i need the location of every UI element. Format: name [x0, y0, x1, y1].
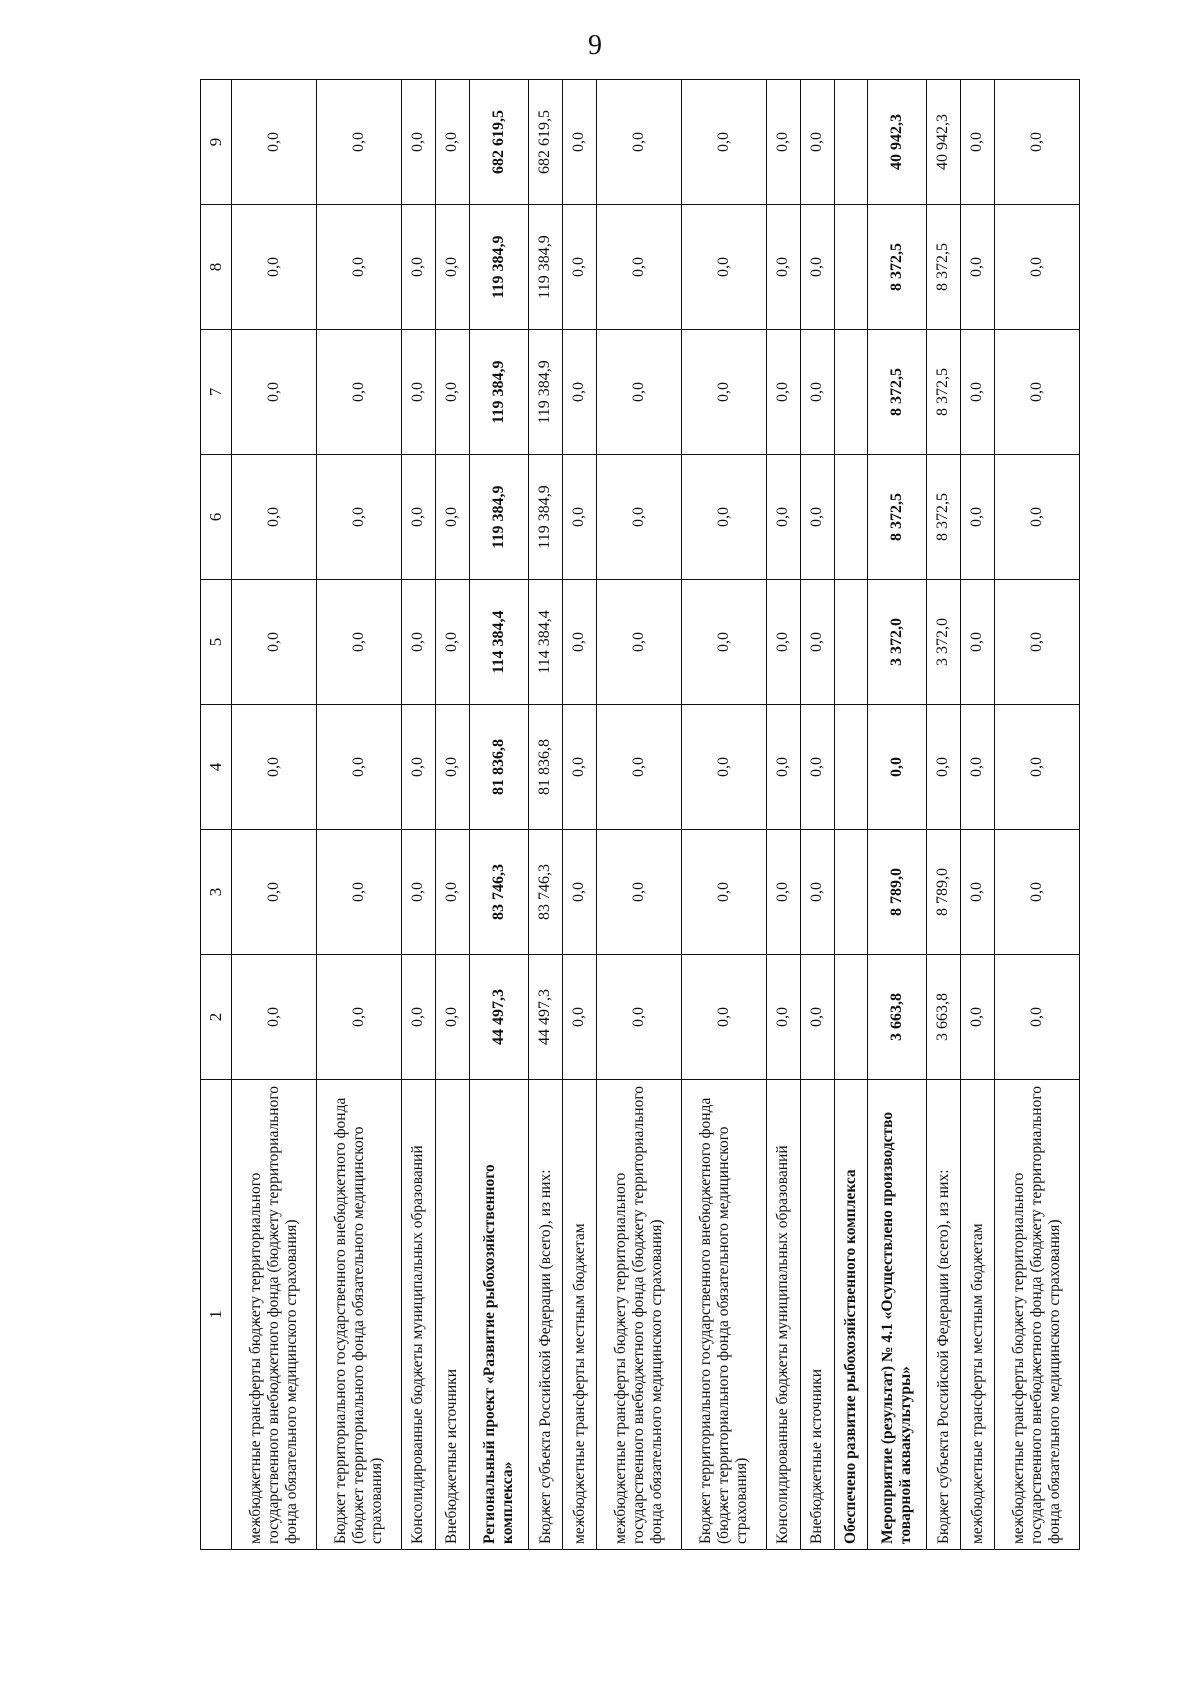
- column-header-5: 5: [201, 580, 232, 705]
- table-row: [435, 80, 469, 1550]
- value-cell: 0,0: [401, 455, 435, 580]
- value-cell: 0,0: [766, 830, 800, 955]
- value-cell: 8 372,5: [867, 455, 926, 580]
- value-cell: 0,0: [927, 705, 961, 830]
- value-cell: 0,0: [596, 580, 681, 705]
- value-cell: 0,0: [562, 955, 596, 1080]
- row-label: межбюджетные трансферты местным бюджетам: [961, 1080, 995, 1550]
- value-cell: 40 942,3: [867, 80, 926, 205]
- value-cell: 0,0: [995, 580, 1080, 705]
- value-cell: 0,0: [435, 705, 469, 830]
- value-cell: 0,0: [766, 955, 800, 1080]
- value-cell: 0,0: [562, 830, 596, 955]
- value-cell: 119 384,9: [469, 455, 528, 580]
- value-cell: 0,0: [800, 80, 834, 205]
- value-cell: 0,0: [316, 205, 401, 330]
- value-cell: 0,0: [867, 705, 926, 830]
- value-cell: 0,0: [316, 330, 401, 455]
- value-cell: 8 789,0: [867, 830, 926, 955]
- table-row: [867, 80, 926, 1550]
- value-cell: 0,0: [401, 580, 435, 705]
- column-header-3: 3: [201, 830, 232, 955]
- table-body: [232, 80, 1080, 1550]
- value-cell: 0,0: [562, 705, 596, 830]
- value-cell: 44 497,3: [528, 955, 562, 1080]
- value-cell: [834, 205, 867, 330]
- value-cell: 0,0: [316, 830, 401, 955]
- page-number: 9: [588, 30, 602, 61]
- value-cell: 0,0: [681, 955, 766, 1080]
- value-cell: [834, 330, 867, 455]
- row-label: Бюджет территориального государственного внебюджетного фонда (бюджет территориального фонда обязательного медицинского страхования): [681, 1080, 766, 1550]
- value-cell: 3 663,8: [867, 955, 926, 1080]
- value-cell: 0,0: [681, 705, 766, 830]
- value-cell: 0,0: [961, 955, 995, 1080]
- value-cell: 0,0: [562, 455, 596, 580]
- row-label: Бюджет субъекта Российской Федерации (всего), из них:: [927, 1080, 961, 1550]
- value-cell: 0,0: [401, 830, 435, 955]
- value-cell: 0,0: [435, 330, 469, 455]
- value-cell: 0,0: [995, 830, 1080, 955]
- value-cell: 0,0: [995, 80, 1080, 205]
- value-cell: 8 372,5: [927, 205, 961, 330]
- value-cell: 8 372,5: [867, 330, 926, 455]
- table-row: [927, 80, 961, 1550]
- value-cell: 0,0: [995, 455, 1080, 580]
- value-cell: 0,0: [766, 580, 800, 705]
- column-header-6: 6: [201, 455, 232, 580]
- value-cell: 0,0: [232, 580, 317, 705]
- value-cell: 0,0: [435, 205, 469, 330]
- value-cell: 0,0: [596, 955, 681, 1080]
- value-cell: 0,0: [681, 330, 766, 455]
- value-cell: 0,0: [232, 705, 317, 830]
- value-cell: 3 372,0: [927, 580, 961, 705]
- value-cell: 0,0: [596, 205, 681, 330]
- value-cell: 0,0: [435, 580, 469, 705]
- value-cell: 0,0: [596, 705, 681, 830]
- value-cell: 0,0: [766, 330, 800, 455]
- value-cell: 0,0: [401, 955, 435, 1080]
- row-label: Внебюджетные источники: [800, 1080, 834, 1550]
- value-cell: [834, 80, 867, 205]
- value-cell: 0,0: [995, 205, 1080, 330]
- value-cell: 119 384,9: [469, 205, 528, 330]
- row-label: Мероприятие (результат) № 4.1 «Осуществлено производство товарной аквакультуры»: [867, 1080, 926, 1550]
- header-row: [201, 80, 232, 1550]
- value-cell: 44 497,3: [469, 955, 528, 1080]
- budget-table: [200, 79, 1080, 1550]
- value-cell: 0,0: [995, 705, 1080, 830]
- value-cell: 0,0: [435, 455, 469, 580]
- value-cell: 114 384,4: [469, 580, 528, 705]
- value-cell: 0,0: [800, 580, 834, 705]
- value-cell: 0,0: [800, 330, 834, 455]
- row-label: Консолидированные бюджеты муниципальных образований: [401, 1080, 435, 1550]
- value-cell: 0,0: [961, 80, 995, 205]
- value-cell: 0,0: [766, 705, 800, 830]
- value-cell: 0,0: [596, 830, 681, 955]
- table-row: [232, 80, 317, 1550]
- value-cell: 0,0: [562, 205, 596, 330]
- value-cell: 0,0: [681, 80, 766, 205]
- value-cell: 682 619,5: [528, 80, 562, 205]
- value-cell: 0,0: [316, 455, 401, 580]
- table-row: [834, 80, 867, 1550]
- row-label: Бюджет субъекта Российской Федерации (всего), из них:: [528, 1080, 562, 1550]
- row-label: межбюджетные трансферты бюджету территориального государственного внебюджетного фонда (бюджету территориального фонда обязательного медицинского страхования): [995, 1080, 1080, 1550]
- value-cell: 0,0: [961, 580, 995, 705]
- value-cell: 119 384,9: [528, 205, 562, 330]
- value-cell: 0,0: [766, 205, 800, 330]
- column-header-1: 1: [201, 1080, 232, 1550]
- value-cell: 119 384,9: [528, 455, 562, 580]
- value-cell: 114 384,4: [528, 580, 562, 705]
- table-row: [469, 80, 528, 1550]
- value-cell: 8 789,0: [927, 830, 961, 955]
- value-cell: 0,0: [681, 205, 766, 330]
- value-cell: [834, 705, 867, 830]
- column-header-7: 7: [201, 330, 232, 455]
- value-cell: 8 372,5: [867, 205, 926, 330]
- value-cell: 0,0: [800, 830, 834, 955]
- value-cell: 81 836,8: [469, 705, 528, 830]
- row-label: межбюджетные трансферты бюджету территориального государственного внебюджетного фонда (бюджету территориального фонда обязательного медицинского страхования): [232, 1080, 317, 1550]
- column-header-8: 8: [201, 205, 232, 330]
- value-cell: 8 372,5: [927, 455, 961, 580]
- value-cell: 0,0: [961, 205, 995, 330]
- value-cell: 0,0: [596, 455, 681, 580]
- value-cell: 0,0: [316, 580, 401, 705]
- row-label: Обеспечено развитие рыбохозяйственного комплекса: [834, 1080, 867, 1550]
- value-cell: 0,0: [562, 330, 596, 455]
- value-cell: 0,0: [961, 330, 995, 455]
- row-label: Внебюджетные источники: [435, 1080, 469, 1550]
- table-row: [401, 80, 435, 1550]
- value-cell: 3 372,0: [867, 580, 926, 705]
- value-cell: [834, 955, 867, 1080]
- value-cell: 0,0: [232, 955, 317, 1080]
- value-cell: 0,0: [800, 455, 834, 580]
- table-row: [528, 80, 562, 1550]
- value-cell: 0,0: [401, 330, 435, 455]
- value-cell: 0,0: [681, 580, 766, 705]
- table-row: [800, 80, 834, 1550]
- value-cell: 0,0: [562, 580, 596, 705]
- rotated-table-container: [200, 80, 1080, 1550]
- value-cell: [834, 580, 867, 705]
- value-cell: 0,0: [435, 955, 469, 1080]
- table-row: [596, 80, 681, 1550]
- value-cell: 0,0: [995, 955, 1080, 1080]
- column-header-4: 4: [201, 705, 232, 830]
- value-cell: 40 942,3: [927, 80, 961, 205]
- value-cell: 0,0: [961, 830, 995, 955]
- value-cell: 0,0: [596, 80, 681, 205]
- column-header-9: 9: [201, 80, 232, 205]
- value-cell: 0,0: [596, 330, 681, 455]
- row-label: Бюджет территориального государственного внебюджетного фонда (бюджет территориального фонда обязательного медицинского страхования): [316, 1080, 401, 1550]
- value-cell: 0,0: [800, 205, 834, 330]
- value-cell: 0,0: [562, 80, 596, 205]
- value-cell: 0,0: [401, 80, 435, 205]
- table-row: [681, 80, 766, 1550]
- table-row: [316, 80, 401, 1550]
- value-cell: 0,0: [316, 705, 401, 830]
- value-cell: 682 619,5: [469, 80, 528, 205]
- value-cell: 0,0: [961, 455, 995, 580]
- value-cell: 0,0: [232, 80, 317, 205]
- column-header-2: 2: [201, 955, 232, 1080]
- value-cell: 0,0: [232, 330, 317, 455]
- value-cell: 0,0: [316, 80, 401, 205]
- value-cell: 0,0: [316, 955, 401, 1080]
- value-cell: 83 746,3: [528, 830, 562, 955]
- value-cell: 8 372,5: [927, 330, 961, 455]
- value-cell: 0,0: [232, 205, 317, 330]
- value-cell: 119 384,9: [469, 330, 528, 455]
- table-row: [766, 80, 800, 1550]
- value-cell: [834, 830, 867, 955]
- value-cell: 0,0: [681, 830, 766, 955]
- value-cell: 0,0: [961, 705, 995, 830]
- value-cell: 0,0: [766, 455, 800, 580]
- value-cell: 0,0: [995, 330, 1080, 455]
- value-cell: 0,0: [800, 705, 834, 830]
- row-label: межбюджетные трансферты бюджету территориального государственного внебюджетного фонда (бюджету территориального фонда обязательного медицинского страхования): [596, 1080, 681, 1550]
- value-cell: 119 384,9: [528, 330, 562, 455]
- value-cell: 0,0: [401, 205, 435, 330]
- value-cell: 0,0: [232, 830, 317, 955]
- value-cell: 0,0: [800, 955, 834, 1080]
- value-cell: 0,0: [766, 80, 800, 205]
- row-label: межбюджетные трансферты местным бюджетам: [562, 1080, 596, 1550]
- value-cell: 3 663,8: [927, 955, 961, 1080]
- table-row: [961, 80, 995, 1550]
- value-cell: 0,0: [435, 80, 469, 205]
- row-label: Региональный проект «Развитие рыбохозяйственного комплекса»: [469, 1080, 528, 1550]
- table-row: [562, 80, 596, 1550]
- value-cell: 83 746,3: [469, 830, 528, 955]
- value-cell: [834, 455, 867, 580]
- value-cell: 0,0: [232, 455, 317, 580]
- value-cell: 81 836,8: [528, 705, 562, 830]
- row-label: Консолидированные бюджеты муниципальных образований: [766, 1080, 800, 1550]
- value-cell: 0,0: [401, 705, 435, 830]
- table-row: [995, 80, 1080, 1550]
- value-cell: 0,0: [435, 830, 469, 955]
- value-cell: 0,0: [681, 455, 766, 580]
